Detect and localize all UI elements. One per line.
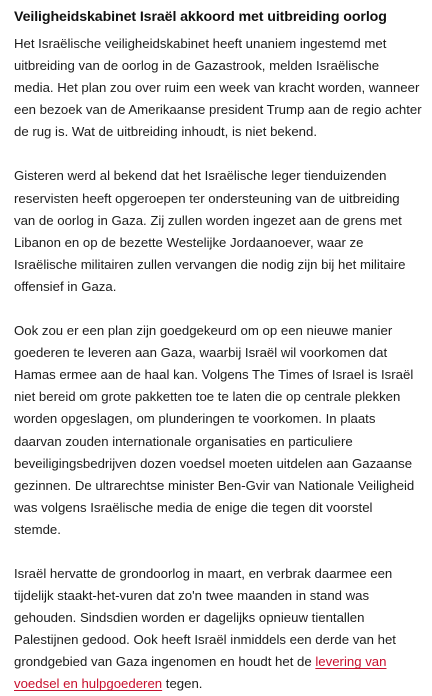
paragraph-text-after-link: tegen. — [162, 676, 203, 692]
paragraph-text-before-link: Israël hervatte de grondoorlog in maart, en verbrak daarmee een tijdelijk staakt-het-vuren dat zo'n twee maanden in stand was gehouden. Sindsdien worden er dagelijks opnieuw tientallen Palestijnen gedood. Ook heeft Israël inmiddels een derde van het grondgebied van Gaza ingenomen en houdt het de — [14, 565, 396, 670]
article-paragraph-2: Gisteren werd al bekend dat het Israëlische leger tienduizenden reservisten heeft opgeroepen ter ondersteuning van de uitbreiding van de oorlog in Gaza. Zij zullen worden ingezet aan de grens met Libanon en op de bezette Westelijke Jordaanoever, waar ze Israëlische militairen zullen vervangen die nodig zijn bij het militaire offensief in Gaza. — [14, 168, 406, 294]
article-paragraph-1: Het Israëlische veiligheidskabinet heeft unaniem ingestemd met uitbreiding van de oorlog in de Gazastrook, melden Israëlische media. Het plan zou over ruim een week van kracht worden, wanneer een bezoek van de Amerikaanse president Trump aan de regio achter de rug is. Wat de uitbreiding inhoudt, is niet bekend. — [14, 36, 422, 140]
aid-delivery-link[interactable]: levering van voedsel en hulpgoederen — [14, 654, 387, 692]
article-title: Veiligheidskabinet Israël akkoord met uitbreiding oorlog — [14, 9, 387, 25]
article-paragraph-4 — [14, 563, 422, 696]
article-paragraph-3: Ook zou er een plan zijn goedgekeurd om op een nieuwe manier goederen te leveren aan Gaza, waarbij Israël wil voorkomen dat Hamas ermee aan de haal kan. Volgens The Times of Israel is Israël niet bereid om grote pakketten toe te laten die op centrale plekken worden opgeslagen, om plunderingen te voorkomen. In plaats daarvan zouden internationale organisaties en particuliere beveiligingsbedrijven dozen voedsel moeten uitdelen aan Gazaanse gezinnen. De ultrarechtse minister Ben-Gvir van Nationale Veiligheid was volgens Israëlische media de enige die tegen dit voorstel stemde. — [14, 323, 415, 537]
